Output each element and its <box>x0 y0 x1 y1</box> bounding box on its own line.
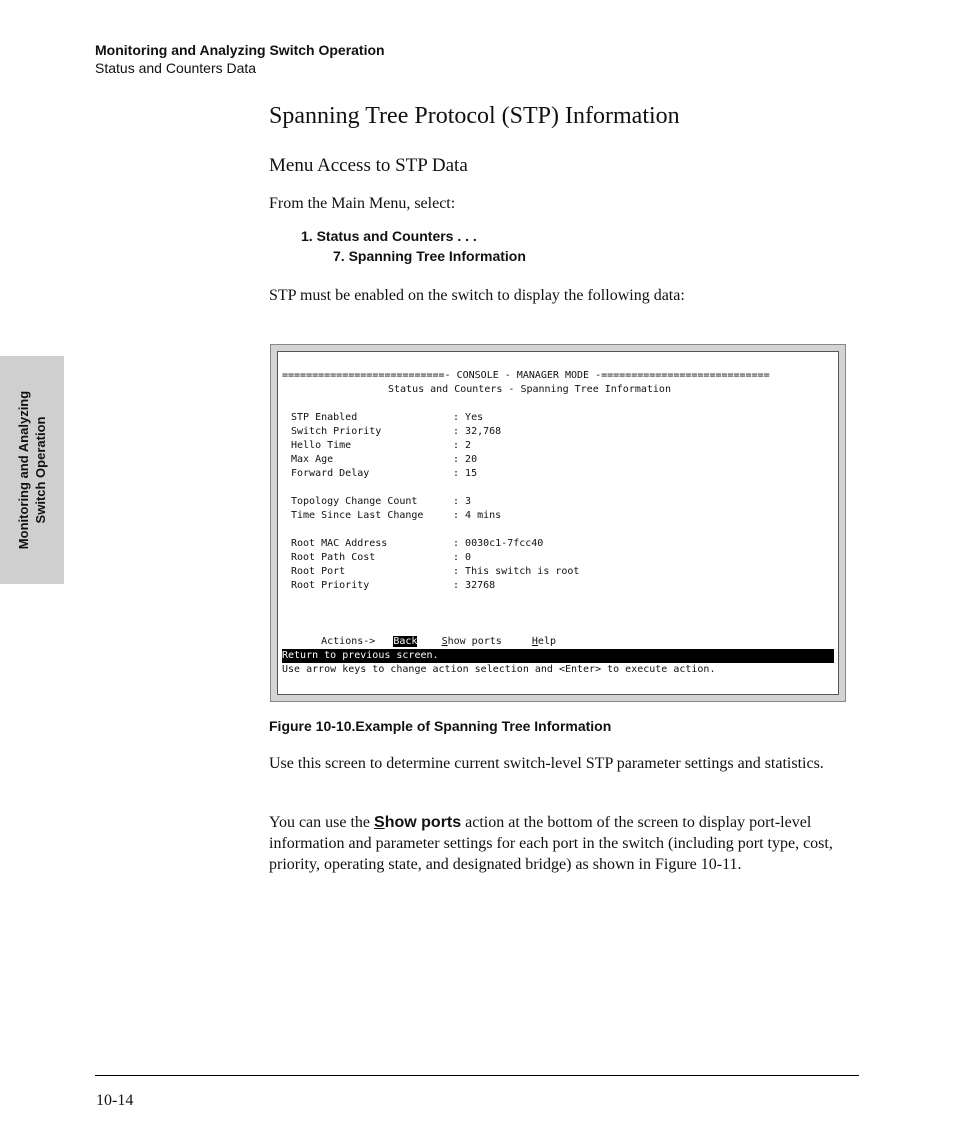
console-field-label: Forward Delay <box>291 468 370 479</box>
console-screenshot <box>270 344 846 702</box>
console-field-label: Hello Time <box>291 440 352 451</box>
stp-note: STP must be enabled on the switch to display the following data: <box>269 287 685 304</box>
console-field-value: 20 <box>465 454 478 465</box>
show-ports-reference-hotkey: S <box>374 814 385 831</box>
console-field-row <box>291 425 501 439</box>
help-action[interactable] <box>532 636 556 647</box>
help-hotkey: H <box>531 636 538 647</box>
console-field-value: 32,768 <box>465 426 502 437</box>
console-screen-title: Status and Counters - Spanning Tree Information <box>388 384 671 395</box>
console-field-row <box>291 537 543 551</box>
show-ports-reference-label: how ports <box>384 814 462 831</box>
console-field-separator: : <box>453 580 466 591</box>
console-field-value: 3 <box>465 496 472 507</box>
console-field-value: 0 <box>465 552 472 563</box>
console-field-separator: : <box>453 552 466 563</box>
console-field-separator: : <box>453 412 466 423</box>
console-field-row <box>291 453 477 467</box>
console-field-row <box>291 467 477 481</box>
console-field-label: Root Path Cost <box>291 552 376 563</box>
show-ports-hotkey: S <box>441 636 448 647</box>
console-field-separator: : <box>453 454 466 465</box>
paragraph-1: Use this screen to determine current switch-level STP parameter settings and statistics. <box>269 755 824 772</box>
console-field-value: Yes <box>465 412 484 423</box>
console-field-label: Max Age <box>291 454 334 465</box>
console-field-value: 32768 <box>465 580 496 591</box>
intro-text: From the Main Menu, select: <box>269 195 456 212</box>
actions-label: Actions-> <box>321 636 376 647</box>
running-head <box>95 41 385 77</box>
console-field-label: Root Port <box>291 566 346 577</box>
menu-path-step-1: 1. Status and Counters . . . <box>301 228 477 244</box>
console-field-separator: : <box>453 496 466 507</box>
console-field-row <box>291 551 471 565</box>
console-field-row <box>291 579 495 593</box>
footer-rule <box>95 1075 859 1076</box>
section-title: Spanning Tree Protocol (STP) Information <box>269 103 680 129</box>
console-field-separator: : <box>453 510 466 521</box>
console-field-label: Root Priority <box>291 580 370 591</box>
console-field-separator: : <box>453 566 466 577</box>
paragraph-2-before: You can use the <box>269 814 375 831</box>
show-ports-label: how ports <box>447 636 502 647</box>
running-head-section: Status and Counters Data <box>95 60 257 76</box>
console-field-label: Topology Change Count <box>291 496 418 507</box>
menu-path-step-2: 7. Spanning Tree Information <box>333 248 526 264</box>
console-field-value: 4 mins <box>465 510 502 521</box>
back-action[interactable]: Back <box>393 636 418 647</box>
console-header: ===========================- CONSOLE - MANAGER MODE -============================ <box>282 370 770 381</box>
console-field-row <box>291 509 501 523</box>
page-number: 10-14 <box>96 1092 134 1109</box>
running-head-chapter: Monitoring and Analyzing Switch Operation <box>95 42 385 58</box>
console-field-value: This switch is root <box>465 566 580 577</box>
console-status-line: Return to previous screen. <box>282 649 834 663</box>
console-field-value: 2 <box>465 440 472 451</box>
console-field-label: Switch Priority <box>291 426 382 437</box>
console-field-separator: : <box>453 426 466 437</box>
help-label: elp <box>537 636 556 647</box>
console-field-row <box>291 495 471 509</box>
subsection-title: Menu Access to STP Data <box>269 155 468 176</box>
console-screen <box>277 351 839 695</box>
show-ports-action[interactable] <box>442 636 502 647</box>
show-ports-reference <box>374 814 461 831</box>
console-field-separator: : <box>453 440 466 451</box>
console-field-row <box>291 565 579 579</box>
console-field-value: 0030c1-7fcc40 <box>465 538 544 549</box>
console-field-separator: : <box>453 538 466 549</box>
console-field-value: 15 <box>465 468 478 479</box>
console-field-label: Root MAC Address <box>291 538 388 549</box>
figure-caption: Figure 10-10.Example of Spanning Tree Information <box>269 718 612 734</box>
paragraph-2 <box>269 812 859 875</box>
side-tab-label <box>15 391 49 549</box>
paragraph-2-after: action at the bottom of the screen to display port-level information and parameter settings for each port in the switch (including port type, cost, priority, operating state, and designated bridge) as shown in Figure 10-11. <box>269 814 833 873</box>
console-hint-line: Use arrow keys to change action selection and <Enter> to execute action. <box>282 664 716 675</box>
console-field-row <box>291 411 483 425</box>
console-field-label: STP Enabled <box>291 412 358 423</box>
chapter-side-tab <box>0 356 64 584</box>
side-tab-line-2: Switch Operation <box>33 416 48 524</box>
side-tab-line-1: Monitoring and Analyzing <box>16 390 31 550</box>
console-field-row <box>291 439 471 453</box>
console-field-label: Time Since Last Change <box>291 510 424 521</box>
console-field-separator: : <box>453 468 466 479</box>
